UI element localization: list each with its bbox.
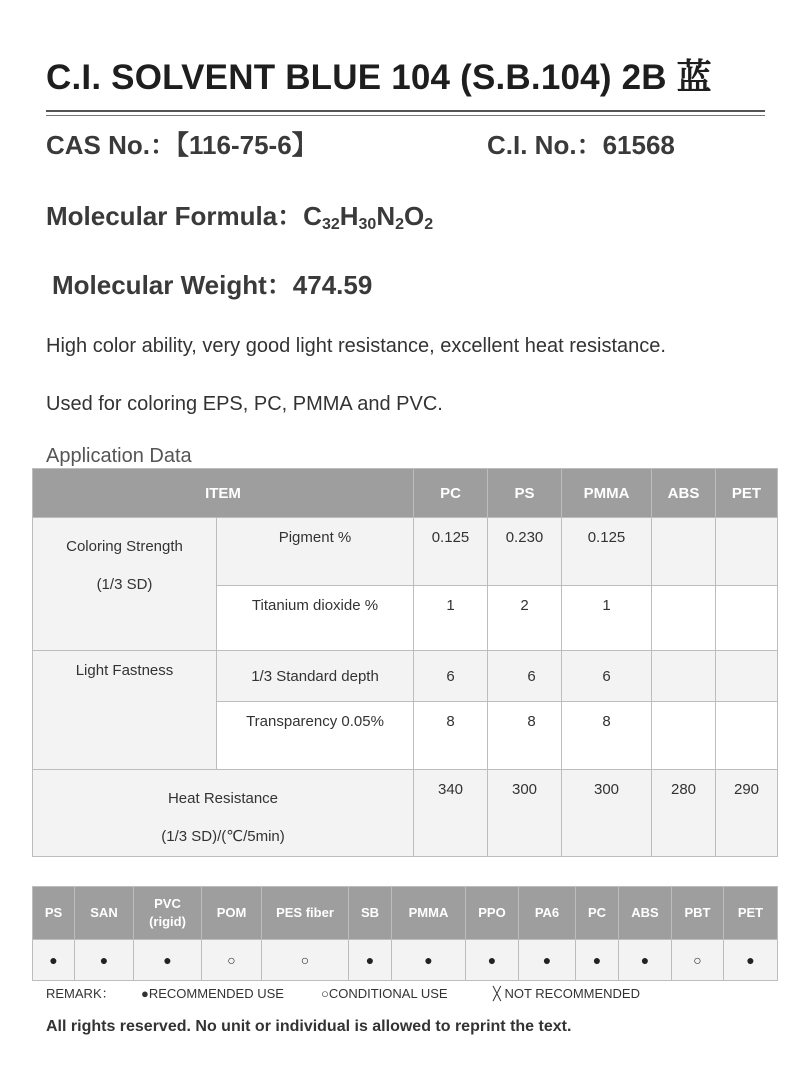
suitability-mark: ○ bbox=[202, 940, 262, 981]
resin-abs: ABS bbox=[619, 887, 672, 940]
cell-value: 6 bbox=[414, 651, 488, 702]
description-usage: Used for coloring EPS, PC, PMMA and PVC. bbox=[46, 393, 443, 415]
title-rule-thin bbox=[46, 115, 765, 116]
application-data-table bbox=[32, 468, 778, 857]
cas-number bbox=[46, 125, 318, 162]
weight-label: Molecular Weight： bbox=[52, 270, 293, 300]
cas-value: 【116-75-6】 bbox=[176, 130, 318, 160]
cell-value: 2 bbox=[488, 586, 562, 651]
formula-value: $C_{32}H_{30}N_2O_2$ bbox=[303, 201, 434, 233]
suitability-mark: ● bbox=[349, 940, 392, 981]
resin-suitability-table bbox=[32, 886, 778, 981]
resin-pmma: PMMA bbox=[392, 887, 466, 940]
cell-value bbox=[716, 651, 778, 702]
legend-recommended: ●RECOMMENDED USE bbox=[141, 986, 284, 1001]
row-label-transparency: Transparency 0.05% bbox=[217, 702, 414, 770]
col-header-pmma: PMMA bbox=[562, 469, 652, 518]
cell-value bbox=[652, 586, 716, 651]
col-header-item: ITEM bbox=[33, 469, 414, 518]
col-header-pc: PC bbox=[414, 469, 488, 518]
cell-value: 8 bbox=[562, 702, 652, 770]
resin-sb: SB bbox=[349, 887, 392, 940]
row-label-pigment: Pigment % bbox=[217, 518, 414, 586]
cell-value bbox=[652, 651, 716, 702]
row-label-standard-depth: 1/3 Standard depth bbox=[217, 651, 414, 702]
cell-value bbox=[716, 586, 778, 651]
resin-pom: POM bbox=[202, 887, 262, 940]
cell-value: 340 bbox=[414, 770, 488, 857]
col-header-pet: PET bbox=[716, 469, 778, 518]
suitability-mark: ● bbox=[519, 940, 576, 981]
cell-value: 300 bbox=[488, 770, 562, 857]
resin-ppo: PPO bbox=[466, 887, 519, 940]
suitability-mark: ● bbox=[75, 940, 134, 981]
resin-marks-row bbox=[33, 940, 778, 981]
ci-label: C.I. No.： bbox=[487, 130, 603, 160]
molecular-formula bbox=[46, 196, 433, 234]
cell-value: 8 bbox=[414, 702, 488, 770]
cell-value bbox=[716, 702, 778, 770]
suitability-mark: ○ bbox=[262, 940, 349, 981]
cell-value: 0.125 bbox=[414, 518, 488, 586]
suitability-mark: ● bbox=[134, 940, 202, 981]
ci-value: 61568 bbox=[602, 130, 675, 160]
resin-san: SAN bbox=[75, 887, 134, 940]
resin-header-row bbox=[33, 887, 778, 940]
resin-pa6: PA6 bbox=[519, 887, 576, 940]
cas-label: CAS No.： bbox=[46, 130, 177, 160]
description-properties: High color ability, very good light resistance, excellent heat resistance. bbox=[46, 335, 666, 357]
ci-number bbox=[487, 125, 675, 162]
copyright-notice: All rights reserved. No unit or individual is allowed to reprint the text. bbox=[46, 1018, 572, 1035]
table-header-row bbox=[33, 469, 778, 518]
cell-value: 280 bbox=[652, 770, 716, 857]
cell-value: 0.125 bbox=[562, 518, 652, 586]
suitability-mark: ● bbox=[619, 940, 672, 981]
row-label-coloring-strength: Coloring Strength (1/3 SD) bbox=[33, 518, 217, 651]
suitability-mark: ● bbox=[724, 940, 778, 981]
table-row-heat-resistance bbox=[33, 770, 778, 857]
suitability-mark: ○ bbox=[672, 940, 724, 981]
cell-value: 6 bbox=[488, 651, 562, 702]
col-header-abs: ABS bbox=[652, 469, 716, 518]
cell-value: 0.230 bbox=[488, 518, 562, 586]
suitability-mark: ● bbox=[576, 940, 619, 981]
resin-ps: PS bbox=[33, 887, 75, 940]
formula-label: Molecular Formula： bbox=[46, 201, 304, 231]
suitability-mark: ● bbox=[33, 940, 75, 981]
suitability-mark: ● bbox=[392, 940, 466, 981]
cell-value bbox=[652, 702, 716, 770]
row-label-light-fastness: Light Fastness bbox=[33, 651, 217, 770]
cell-value bbox=[652, 518, 716, 586]
table-row-pigment bbox=[33, 518, 778, 586]
application-data-heading: Application Data bbox=[46, 445, 192, 467]
row-label-heat-resistance: Heat Resistance (1/3 SD)/(℃/5min) bbox=[33, 770, 414, 857]
table-row-standard-depth bbox=[33, 651, 778, 702]
remark-label: REMARK： bbox=[46, 986, 115, 1001]
cell-value: 300 bbox=[562, 770, 652, 857]
cell-value bbox=[716, 518, 778, 586]
resin-pet: PET bbox=[724, 887, 778, 940]
page-title: C.I. SOLVENT BLUE 104 (S.B.104) 2B 蓝 bbox=[46, 58, 712, 97]
cell-value: 8 bbox=[488, 702, 562, 770]
molecular-weight bbox=[52, 265, 372, 302]
col-header-ps: PS bbox=[488, 469, 562, 518]
weight-value: 474.59 bbox=[292, 270, 373, 300]
legend-not-recommended: ╳ NOT RECOMMENDED bbox=[493, 986, 640, 1001]
cell-value: 1 bbox=[414, 586, 488, 651]
title-rule-thick bbox=[46, 110, 765, 112]
resin-pvc: PVC (rigid) bbox=[134, 887, 202, 940]
cell-value: 6 bbox=[562, 651, 652, 702]
resin-pbt: PBT bbox=[672, 887, 724, 940]
cell-value: 290 bbox=[716, 770, 778, 857]
resin-pc: PC bbox=[576, 887, 619, 940]
remark-legend bbox=[46, 983, 640, 1002]
suitability-mark: ● bbox=[466, 940, 519, 981]
cell-value: 1 bbox=[562, 586, 652, 651]
row-label-titanium: Titanium dioxide % bbox=[217, 586, 414, 651]
legend-conditional: ○CONDITIONAL USE bbox=[321, 986, 448, 1001]
resin-pes-fiber: PES fiber bbox=[262, 887, 349, 940]
